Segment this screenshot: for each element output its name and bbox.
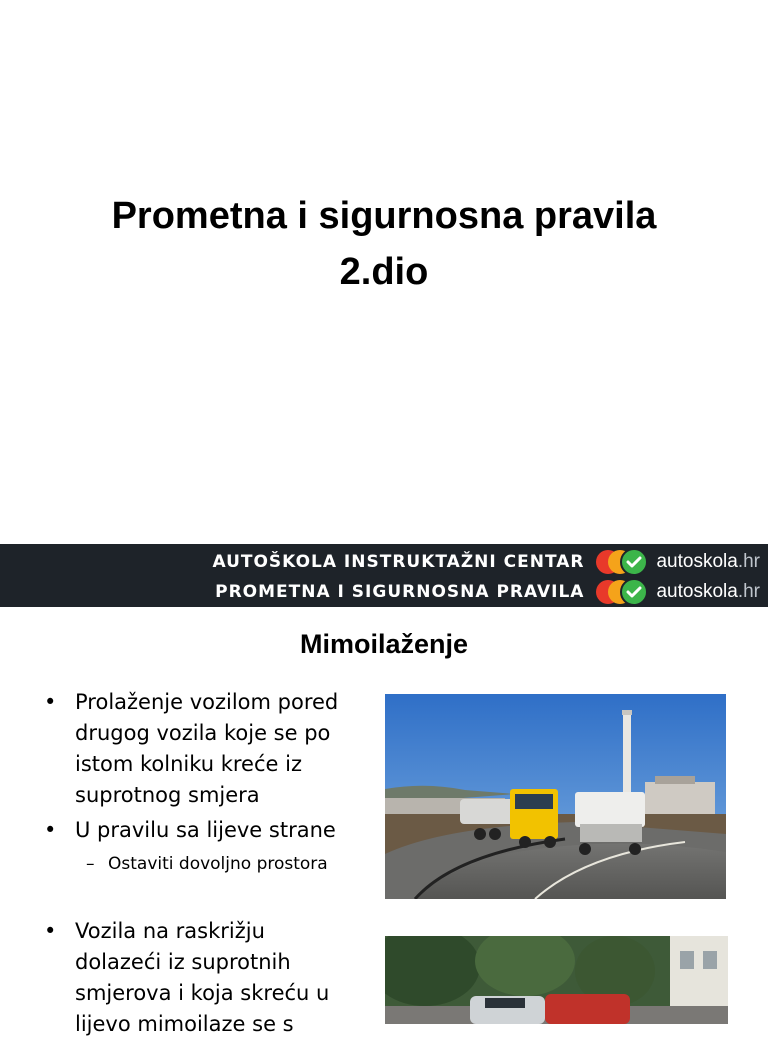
- bullet-item: [44, 815, 344, 846]
- intersection-photo: [385, 936, 728, 1024]
- slide-title: [0, 188, 768, 300]
- slide-title-line1: Prometna i sigurnosna pravila: [111, 195, 657, 237]
- sub-bullet-item: [44, 850, 344, 878]
- slide-heading: Mimoilaženje: [299, 629, 469, 659]
- banner-row-2: [215, 576, 768, 607]
- bullet-dot: •: [44, 690, 57, 714]
- banner-row-1: [212, 546, 768, 577]
- brand-tld: .hr: [737, 580, 760, 602]
- brand-name: autoskola: [656, 550, 738, 572]
- brand-label: [656, 551, 760, 573]
- banner-text-1: AUTOŠKOLA INSTRUKTAŽNI CENTAR: [212, 551, 585, 572]
- autoskola-banner: [0, 544, 768, 607]
- bullet-text: U pravilu sa lijeve strane: [75, 818, 336, 842]
- bullet-text: Vozila na raskrižju dolazeći iz suprotnih smjerova i koja skreću u lijevo mimoilaze se s: [75, 919, 330, 1036]
- trucks-road-photo: [385, 694, 726, 899]
- bullet-item: [44, 916, 344, 1040]
- slide-title-line2: 2.dio: [339, 251, 429, 293]
- content-slide: [0, 607, 768, 1036]
- bullet-item: [44, 687, 344, 811]
- brand-name: autoskola: [656, 580, 738, 602]
- traffic-light-icon: [594, 548, 650, 576]
- autoskola-logo[interactable]: [594, 548, 764, 576]
- bullet-dot: •: [44, 919, 57, 943]
- brand-tld: .hr: [737, 550, 760, 572]
- banner-text-2: PROMETNA I SIGURNOSNA PRAVILA: [215, 581, 585, 602]
- bullet-dot: •: [44, 818, 57, 842]
- bullet-list: [44, 687, 344, 1040]
- sub-bullet-dash: –: [86, 854, 95, 874]
- autoskola-logo-2[interactable]: [594, 578, 764, 606]
- sub-bullet-text: Ostaviti dovoljno prostora: [108, 854, 328, 874]
- brand-label-2: [656, 581, 760, 603]
- traffic-light-icon: [594, 578, 650, 606]
- bullet-text: Prolaženje vozilom pored drugog vozila koje se po istom kolniku kreće iz suprotnog smjera: [75, 690, 339, 807]
